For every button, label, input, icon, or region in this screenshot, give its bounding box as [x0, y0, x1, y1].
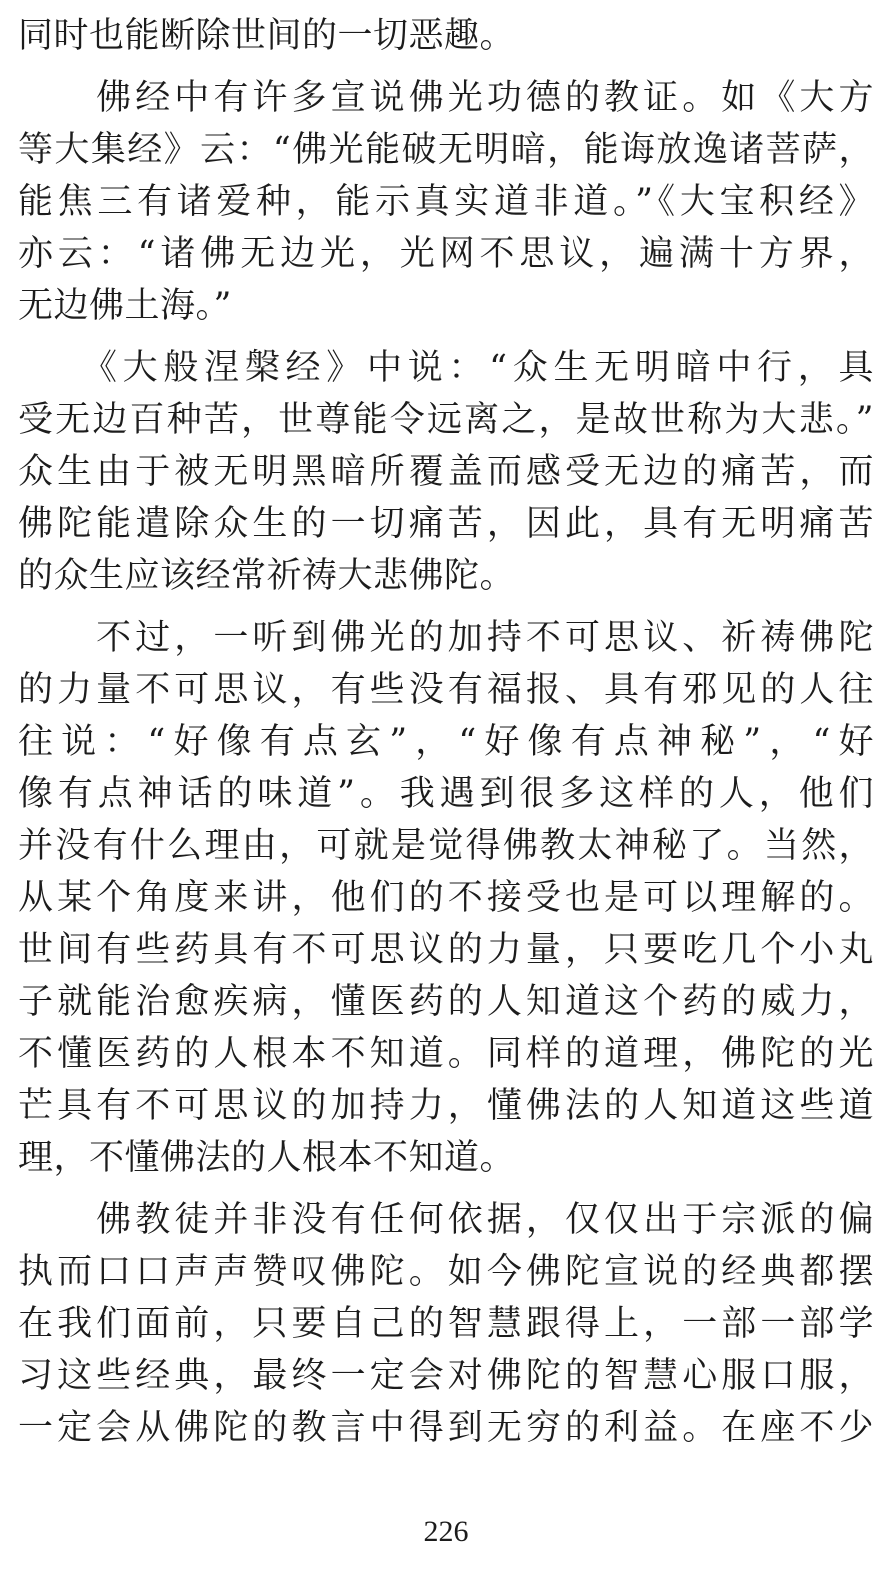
text-line: 受无边百种苦，世尊能令远离之，是故世称为大悲。” — [18, 400, 874, 440]
text-line: 在我们面前，只要自己的智慧跟得上，一部一部学 — [18, 1304, 874, 1344]
paragraph-4 — [18, 612, 874, 1184]
text-line: 从某个角度来讲，他们的不接受也是可以理解的。 — [18, 878, 874, 918]
text-line: 往说：“好像有点玄”，“好像有点神秘”，“好 — [18, 722, 874, 762]
paragraph-3 — [18, 342, 874, 602]
text-line: 像有点神话的味道”。我遇到很多这样的人，他们 — [18, 774, 874, 814]
text-line: 《大般涅槃经》中说：“众生无明暗中行，具 — [18, 348, 874, 388]
text-line: 子就能治愈疾病，懂医药的人知道这个药的威力， — [18, 982, 874, 1022]
text-line: 佛教徒并非没有任何依据，仅仅出于宗派的偏 — [18, 1200, 874, 1240]
text-line: 一定会从佛陀的教言中得到无穷的利益。在座不少 — [18, 1408, 874, 1448]
text-line: 能焦三有诸爱种，能示真实道非道。”《大宝积经》 — [18, 182, 874, 222]
text-line: 亦云：“诸佛无边光，光网不思议，遍满十方界， — [18, 234, 874, 274]
paragraph-2 — [18, 72, 874, 332]
text-line: 不懂医药的人根本不知道。同样的道理，佛陀的光 — [18, 1034, 874, 1074]
text-line: 的力量不可思议，有些没有福报、具有邪见的人往 — [18, 670, 874, 710]
text-line: 世间有些药具有不可思议的力量，只要吃几个小丸 — [18, 930, 874, 970]
page-number: 226 — [423, 1515, 469, 1548]
text-line: 无边佛土海。” — [18, 286, 232, 326]
text-line: 的众生应该经常祈祷大悲佛陀。 — [18, 556, 516, 596]
text-line: 佛陀能遣除众生的一切痛苦，因此，具有无明痛苦 — [18, 504, 874, 544]
text-line: 等大集经》云：“佛光能破无明暗，能诲放逸诸菩萨， — [18, 130, 874, 170]
text-line: 佛经中有许多宣说佛光功德的教证。如《大方 — [18, 78, 874, 118]
text-line: 习这些经典，最终一定会对佛陀的智慧心服口服， — [18, 1356, 874, 1396]
text-line: 并没有什么理由，可就是觉得佛教太神秘了。当然， — [18, 826, 874, 866]
text-line: 理，不懂佛法的人根本不知道。 — [18, 1138, 516, 1178]
paragraph-5 — [18, 1194, 874, 1454]
text-line: 不过，一听到佛光的加持不可思议、祈祷佛陀 — [18, 618, 874, 658]
text-line: 芒具有不可思议的加持力，懂佛法的人知道这些道 — [18, 1086, 874, 1126]
paragraph-1 — [18, 10, 874, 62]
body-text — [18, 10, 874, 1454]
text-line: 执而口口声声赞叹佛陀。如今佛陀宣说的经典都摆 — [18, 1252, 874, 1292]
text-line: 同时也能断除世间的一切恶趣。 — [18, 16, 516, 56]
text-line: 众生由于被无明黑暗所覆盖而感受无边的痛苦，而 — [18, 452, 874, 492]
